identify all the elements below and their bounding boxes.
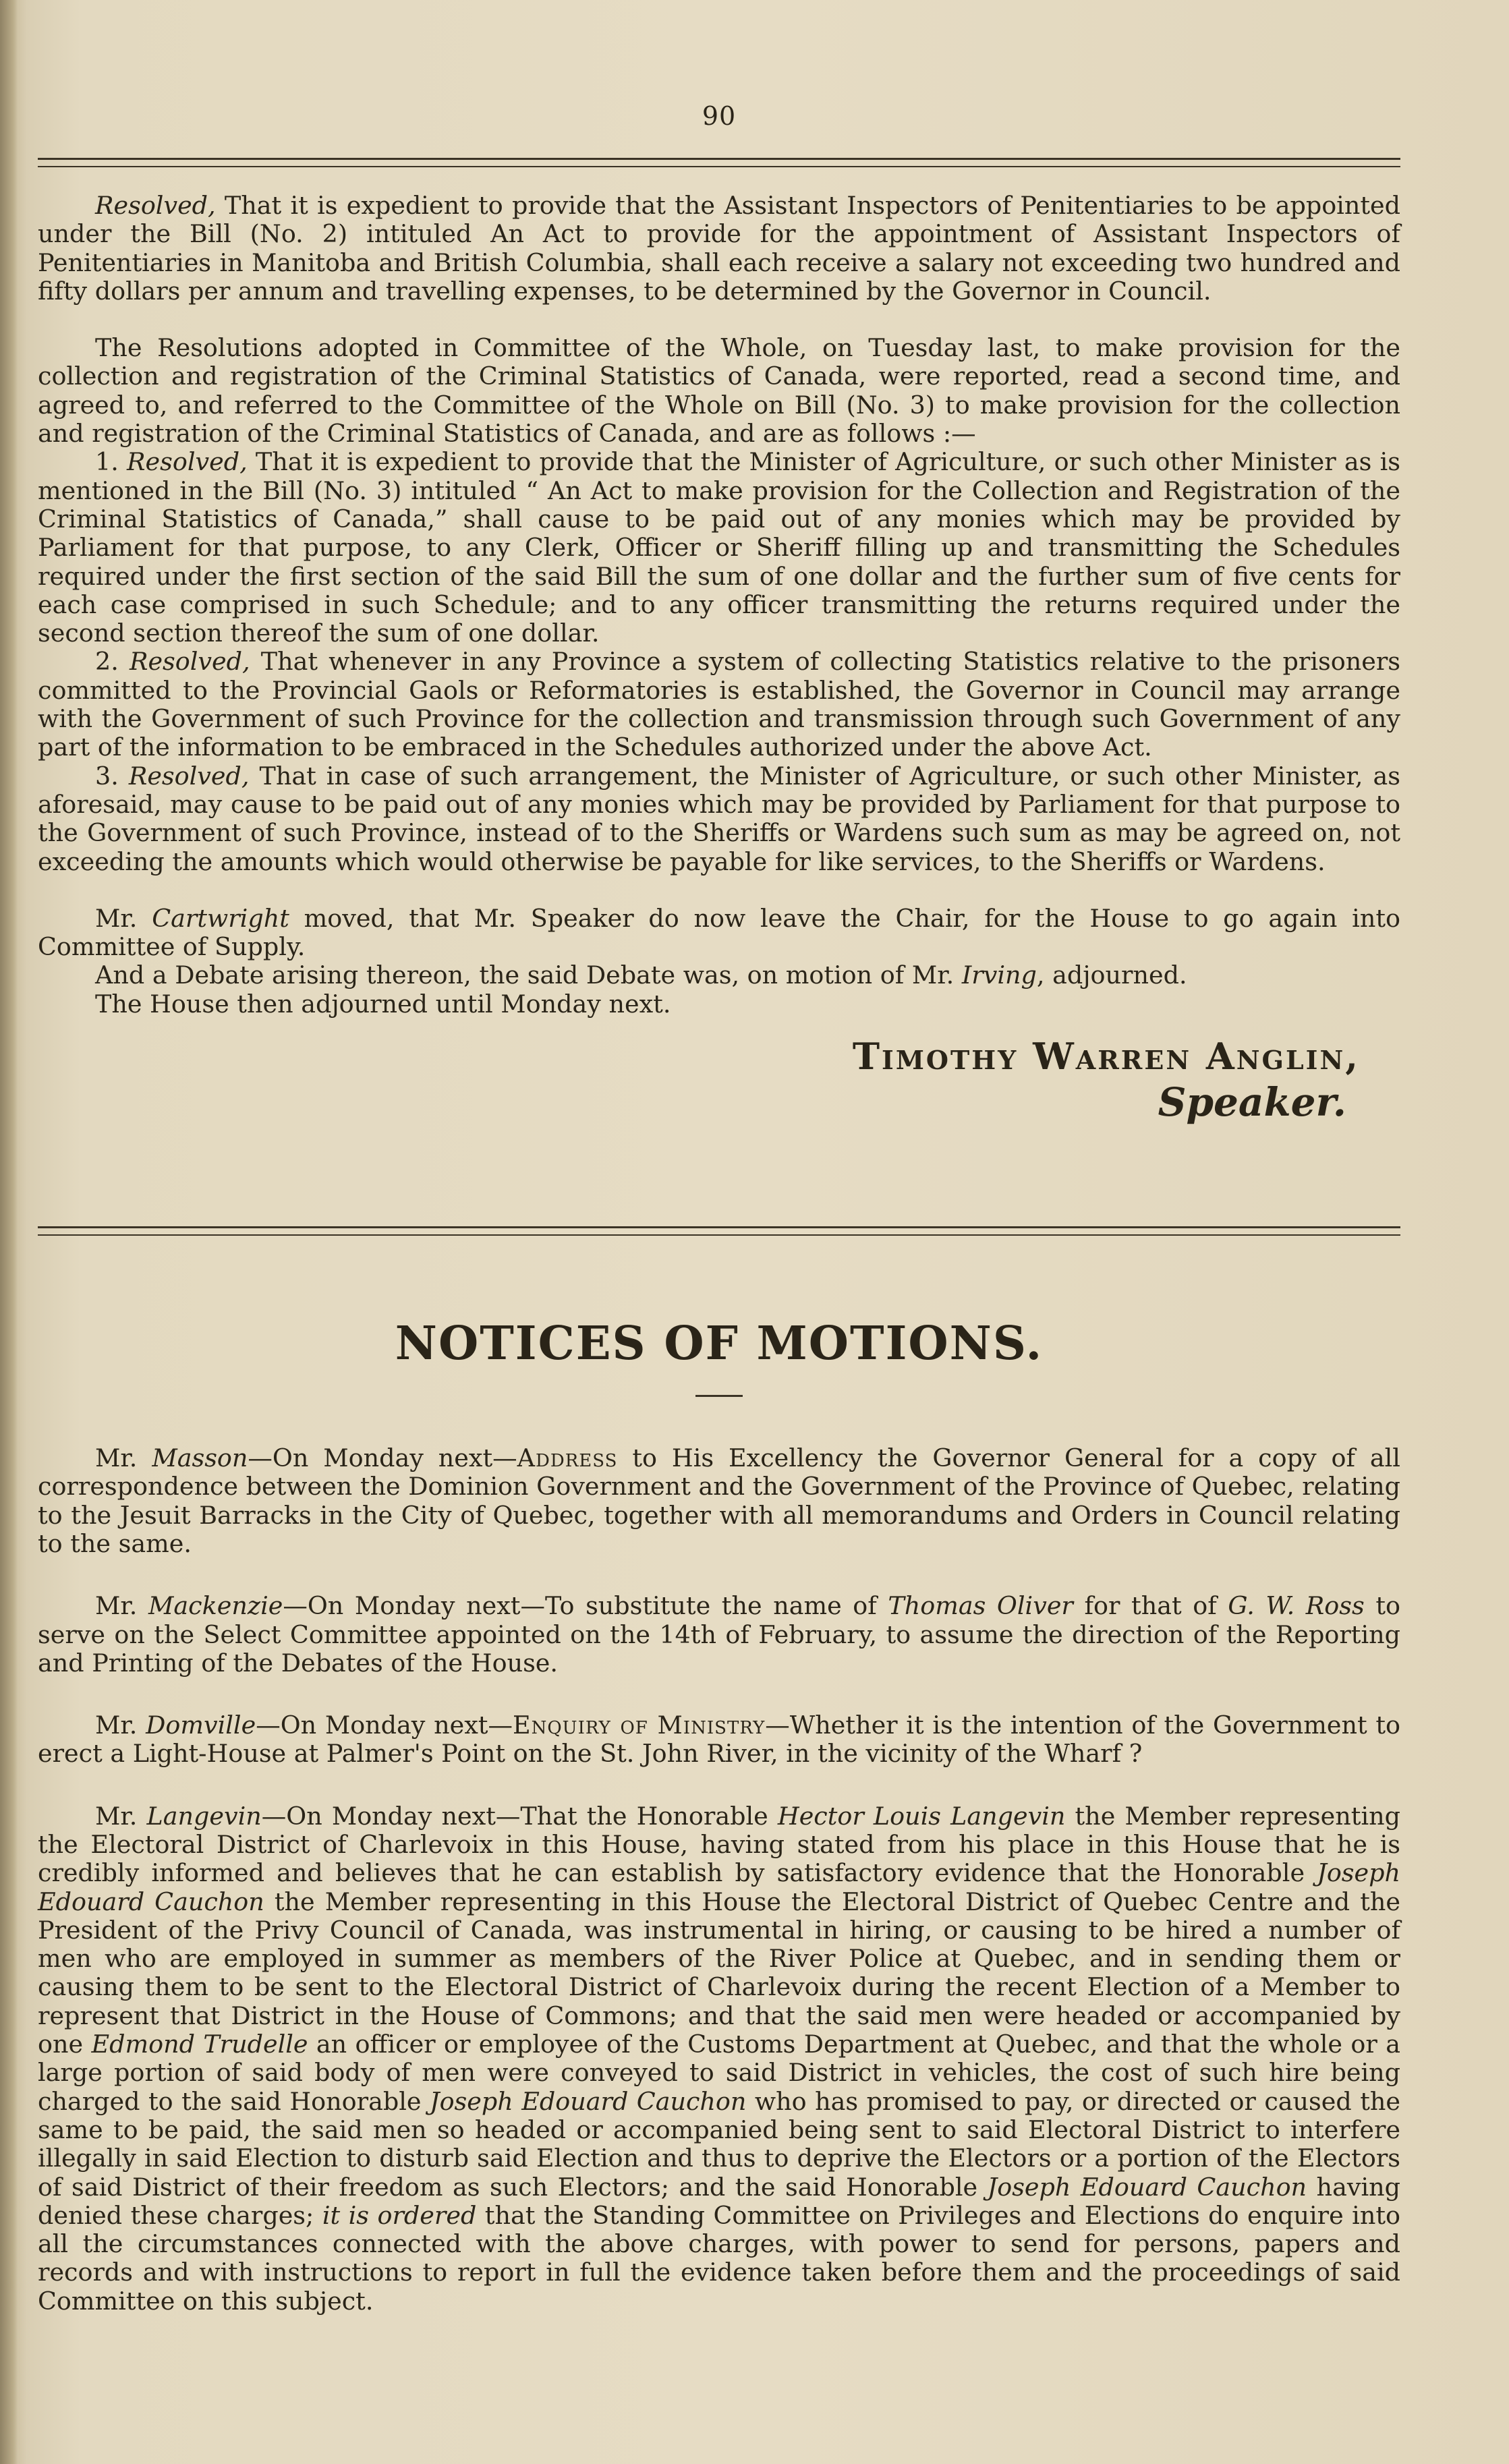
order-phrase: it is ordered: [322, 2200, 477, 2230]
section-double-rule: [38, 1226, 1400, 1236]
notice-text: who has promised to pay, or directed or caused the same to be paid, the said men so headed or accompanied being sent to said Electoral District to interfere illegally in said Election to disturb said Election and thus to deprive the Electors or a portion of the Electors of said District of their freedom as such Electors; and the said Honorable: [38, 2086, 1400, 2202]
debate-text: And a Debate arising thereon, the said Debate was, on motion of Mr.: [95, 961, 962, 990]
spacer: [38, 1789, 1400, 1802]
notice-mackenzie: [38, 1592, 1400, 1678]
notice-date: —On Monday next—: [248, 1443, 517, 1473]
resolved-label: Resolved,: [127, 447, 248, 477]
page-content: [38, 101, 1400, 2336]
member-name: Edmond Trudelle: [91, 2030, 308, 2059]
notice-text: to His Excellency the Governor General for a copy of all correspondence between the Dominion Government and the Government of the Province of Quebec, relating to the Jesuit Barracks in the City of Quebec, together with all memorandums and Orders in Council relating to the same.: [38, 1443, 1400, 1558]
mr-prefix: Mr.: [95, 903, 152, 933]
resolved-label: Resolved,: [129, 647, 250, 677]
member-name: Irving: [961, 961, 1037, 990]
notice-text: the Member representing in this House the Electoral District of Quebec Centre and the President of the Privy Council of Canada, was instrumental in hiring, or causing to be hired a number of men who are employed in summer as members of the River Police at Quebec, and in sending them or causing them to be sent to the Electoral District of Charlevoix during the recent Election of a Member to represent that District in the House of Commons; and that the said men were headed or accompanied by one: [38, 1887, 1400, 2059]
debate-text-end: , adjourned.: [1036, 961, 1187, 990]
spacer: [38, 1698, 1400, 1711]
notices-heading: NOTICES OF MOTIONS.: [395, 1317, 1044, 1371]
resolution-number: 1.: [95, 447, 119, 477]
resolution-3: [38, 762, 1400, 876]
member-name-2: Thomas Oliver: [888, 1591, 1073, 1621]
speaker-signature-title: Speaker.: [1158, 1079, 1346, 1126]
resolution-text: That it is expedient to provide that the Assistant Inspectors of Penitentiaries to be appointed under the Bill (No. 2) intituled An Act to provide for the appointment of Assistant Inspectors of Penitentiaries in Manitoba and British Columbia, shall each receive a salary not exceeding two hundred and fifty dollars per annum and travelling expenses, to be determined by the Governor in Council.: [38, 191, 1400, 306]
notice-text: to serve on the Select Committee appointed on the 14th of February, to assume the direction of the Reporting and Printing of the Debates of the House.: [38, 1591, 1400, 1678]
resolution-1: [38, 448, 1400, 648]
resolution-text: That it is expedient to provide that the Minister of Agriculture, or such other Minister as is mentioned in the Bill (No. 3) intituled “ An Act to make provision for the Collection and Registration of the Criminal Statistics of Canada,” shall cause to be paid out of any monies which may be provided by Parliament for that purpose, to any Clerk, Officer or Sheriff filling up and transmitting the Schedules required under the first section of the said Bill the sum of one dollar and the further sum of five cents for each case comprised in such Schedule; and to any officer transmitting the returns required under the second section thereof the sum of one dollar.: [38, 447, 1400, 648]
notice-domville: [38, 1711, 1400, 1769]
notice-langevin: [38, 1802, 1400, 2316]
member-name: Langevin: [146, 1801, 262, 1831]
speaker-signature-name: Timothy Warren Anglin,: [852, 1035, 1360, 1079]
member-name: Hector Louis Langevin: [777, 1801, 1066, 1831]
criminal-statistics-intro: The Resolutions adopted in Committee of the Whole, on Tuesday last, to make provision for the collection and registration of the Criminal Statistics of Canada, were reported, read a second time, and agreed to, and referred to the Committee of the Whole on Bill (No. 3) to make provision for the collection and registration of the Criminal Statistics of Canada, and are as follows :—: [38, 333, 1400, 449]
resolution-2: [38, 648, 1400, 762]
notice-text: —On Monday next—To substitute the name of: [283, 1591, 888, 1621]
resolved-label: Resolved,: [128, 761, 250, 791]
cartwright-motion: [38, 905, 1400, 962]
house-adjourned: The House then adjourned until Monday next.: [95, 989, 671, 1019]
page-number: 90: [702, 101, 737, 131]
mr-prefix: Mr.: [95, 1711, 146, 1740]
mr-prefix: Mr.: [95, 1443, 152, 1473]
notice-text: that the Standing Committee on Privileges and Elections do enquire into all the circumstances connected with the above charges, with power to send for persons, papers and records and with instructions to report in full the evidence taken before them and the proceedings of said Committee on this subject.: [38, 2200, 1400, 2316]
notice-type: Enquiry of Ministry: [512, 1711, 766, 1740]
member-name: Cartwright: [152, 903, 289, 933]
notice-type: Address: [517, 1443, 618, 1473]
notice-masson: [38, 1444, 1400, 1558]
resolution-text: That whenever in any Province a system of collecting Statistics relative to the prisoners committed to the Provincial Gaols or Reformatories is established, the Governor in Council may arrange with the Government of such Province for the collection and transmission through such Government of any part of the information to be embraced in the Schedules authorized under the above Act.: [38, 647, 1400, 762]
notice-text: for that of: [1073, 1591, 1228, 1621]
resolution-number: 2.: [95, 647, 119, 677]
heading-short-rule: [695, 1395, 743, 1397]
member-name: Masson: [152, 1443, 248, 1473]
spacer: [38, 876, 1400, 905]
notice-text: having denied these charges;: [38, 2172, 1400, 2230]
debate-adjourned: [38, 961, 1400, 990]
top-double-rule: [38, 158, 1400, 167]
motion-text: moved, that Mr. Speaker do now leave the Chair, for the House to go again into Committee of Supply.: [38, 903, 1400, 962]
page-binding-edge: [0, 0, 18, 2464]
member-name: Mackenzie: [148, 1591, 283, 1621]
mr-prefix: Mr.: [95, 1801, 147, 1831]
member-name: Joseph Edouard Cauchon: [38, 1858, 1400, 1916]
notice-text: the Member representing the Electoral District of Charlevoix in this House, having stated from his place in this House that he is credibly informed and believes that he can establish by satisfactory evidence that the Honorable: [38, 1801, 1400, 1888]
resolution-text: That in case of such arrangement, the Minister of Agriculture, or such other Minister, as aforesaid, may cause to be paid out of any monies which may be provided by Parliament for that purpose to the Government of such Province, instead of to the Sheriffs or Wardens such sum as may be agreed on, not exceeding the amounts which would otherwise be payable for like services, to the Sheriffs or Wardens.: [38, 761, 1400, 876]
notice-date: —On Monday next—: [256, 1711, 513, 1740]
resolved-label: Resolved,: [95, 191, 216, 220]
resolution-number: 3.: [95, 761, 119, 791]
notice-text: an officer or employee of the Customs Department at Quebec, and that the whole or a large portion of said body of men were conveyed to said District in vehicles, the cost of such hire being charged to the said Honorable: [38, 2030, 1400, 2116]
member-name: Domville: [146, 1711, 256, 1740]
spacer: [38, 1578, 1400, 1592]
spacer: [38, 306, 1400, 334]
notice-text: —Whether it is the intention of the Government to erect a Light-House at Palmer's Point on the St. John River, in the vicinity of the Wharf ?: [38, 1711, 1400, 1769]
member-name: Joseph Edouard Cauchon: [987, 2172, 1307, 2202]
member-name-3: G. W. Ross: [1228, 1591, 1365, 1621]
mr-prefix: Mr.: [95, 1591, 149, 1621]
member-name: Joseph Edouard Cauchon: [429, 2086, 747, 2116]
notice-text: —On Monday next—That the Honorable: [261, 1801, 778, 1831]
resolution-assistant-inspectors: [38, 192, 1400, 306]
